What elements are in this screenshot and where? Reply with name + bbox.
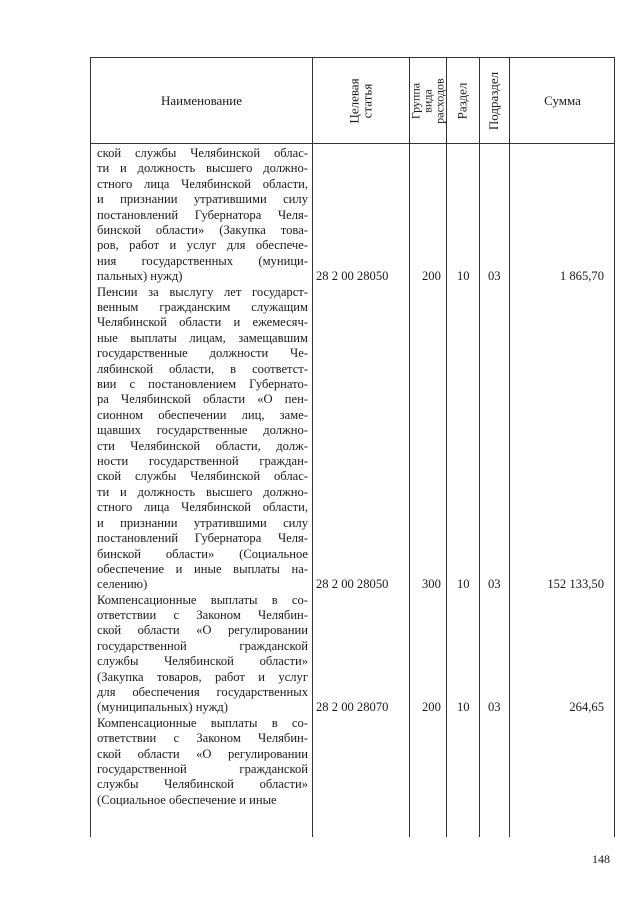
col-divider	[479, 58, 480, 837]
row-name-line: стного лица Челябинской области,	[97, 500, 308, 515]
header-group-cell	[409, 58, 446, 143]
col-divider	[409, 58, 410, 837]
header-section: Раздел	[454, 82, 470, 119]
header-section-cell	[446, 58, 479, 143]
row-name-line: постановлений Губернатора Челя-	[97, 531, 308, 546]
row-target: 28 2 00 28050	[316, 269, 389, 284]
row-name-line: лябинской области, в соответст-	[97, 361, 308, 376]
row-name-line: Компенсационные выплаты в со-	[97, 715, 308, 730]
row-name-line: Компенсационные выплаты в со-	[97, 592, 308, 607]
row-name-line: ти и должность высшего должно-	[97, 484, 308, 499]
row-name-line: ответствии с Законом Челябин-	[97, 731, 308, 746]
row-name-line: бинской области» (Социальное	[97, 546, 308, 561]
header-target: Целевая статья	[346, 77, 375, 124]
row-section: 10	[457, 577, 470, 592]
row-name-line: стного лица Челябинской области,	[97, 176, 308, 191]
row-name-line: постановлений Губернатора Челя-	[97, 207, 308, 222]
row-name-line: селению)	[97, 577, 148, 592]
row-name-line: ской области «О регулировании	[97, 746, 308, 761]
row-name-line: (муниципальных) нужд)	[97, 700, 228, 715]
row-name-line: ской службы Челябинской облас-	[97, 146, 308, 160]
row-subsection: 03	[488, 577, 501, 592]
row-name-line: государственной гражданской	[97, 638, 308, 653]
row-name-line: обеспечение и иные выплаты на-	[97, 561, 308, 576]
row-name-line: пальных) нужд)	[97, 269, 183, 284]
header-target-cell	[312, 58, 409, 143]
row-group: 200	[422, 700, 441, 715]
row-name-line: ской области «О регулировании	[97, 623, 308, 638]
row-name-line: и признании утратившими силу	[97, 515, 308, 530]
row-name-line: ответствии с Законом Челябин-	[97, 608, 308, 622]
row-name-line: ра Челябинской области «О пен-	[97, 392, 308, 407]
row-name-line: венным гражданским служащим	[97, 300, 308, 314]
row-group: 300	[422, 577, 441, 592]
row-name-line: Пенсии за выслугу лет государст-	[97, 284, 308, 299]
row-group: 200	[422, 269, 441, 284]
row-name	[97, 285, 308, 593]
header-subsection-cell	[479, 58, 509, 143]
row-target: 28 2 00 28070	[316, 700, 389, 715]
row-name	[97, 593, 308, 716]
row-name-line: ров, работ и услуг для обеспече-	[97, 238, 308, 253]
header-sum: Сумма	[544, 92, 581, 108]
budget-table	[90, 57, 615, 837]
row-name	[97, 716, 308, 808]
row-section: 10	[457, 700, 470, 715]
row-name-line: и признании утратившими силу	[97, 192, 308, 207]
row-name-line: Челябинской области и ежемесяч-	[97, 315, 308, 330]
page-number: 148	[592, 852, 610, 866]
header-group: Группа вида расходов	[409, 77, 446, 124]
header-divider	[91, 143, 614, 144]
row-name-line: ской службы Челябинской облас-	[97, 469, 308, 484]
row-section: 10	[457, 269, 470, 284]
row-name-line: государственные должности Че-	[97, 346, 308, 361]
row-name-line: (Социальное обеспечение и иные	[97, 792, 277, 807]
row-target: 28 2 00 28050	[316, 577, 389, 592]
row-subsection: 03	[488, 700, 501, 715]
row-name-line: сти Челябинской области, долж-	[97, 438, 308, 453]
row-name-line: вии с постановлением Губернато-	[97, 377, 308, 392]
row-name-line: бинской области» (Закупка това-	[97, 223, 308, 238]
header-sum-cell	[509, 58, 616, 143]
row-name-line: службы Челябинской области»	[97, 654, 308, 669]
row-name	[97, 146, 308, 285]
row-name-line: ные выплаты лицам, замещавшим	[97, 330, 308, 345]
header-name-cell	[91, 58, 312, 143]
row-name-line: щавших государственные должно-	[97, 423, 308, 438]
row-name-line: государственной гражданской	[97, 762, 308, 777]
row-name-line: ти и должность высшего должно-	[97, 161, 308, 176]
row-sum: 264,65	[569, 700, 604, 715]
row-name-line: (Закупка товаров, работ и услуг	[97, 669, 308, 684]
row-name-line: ния государственных (муници-	[97, 253, 308, 268]
header-name: Наименование	[161, 92, 242, 108]
row-sum: 152 133,50	[547, 577, 604, 592]
col-divider	[446, 58, 447, 837]
row-subsection: 03	[488, 269, 501, 284]
col-divider	[312, 58, 313, 837]
header-subsection: Подраздел	[486, 71, 502, 130]
row-name-line: ности государственной граждан-	[97, 454, 308, 469]
row-sum: 1 865,70	[559, 269, 604, 284]
row-name-line: сионном обеспечении лиц, заме-	[97, 407, 308, 422]
col-divider	[509, 58, 510, 837]
row-name-line: для обеспечения государственных	[97, 685, 308, 700]
row-name-line: службы Челябинской области»	[97, 777, 308, 792]
